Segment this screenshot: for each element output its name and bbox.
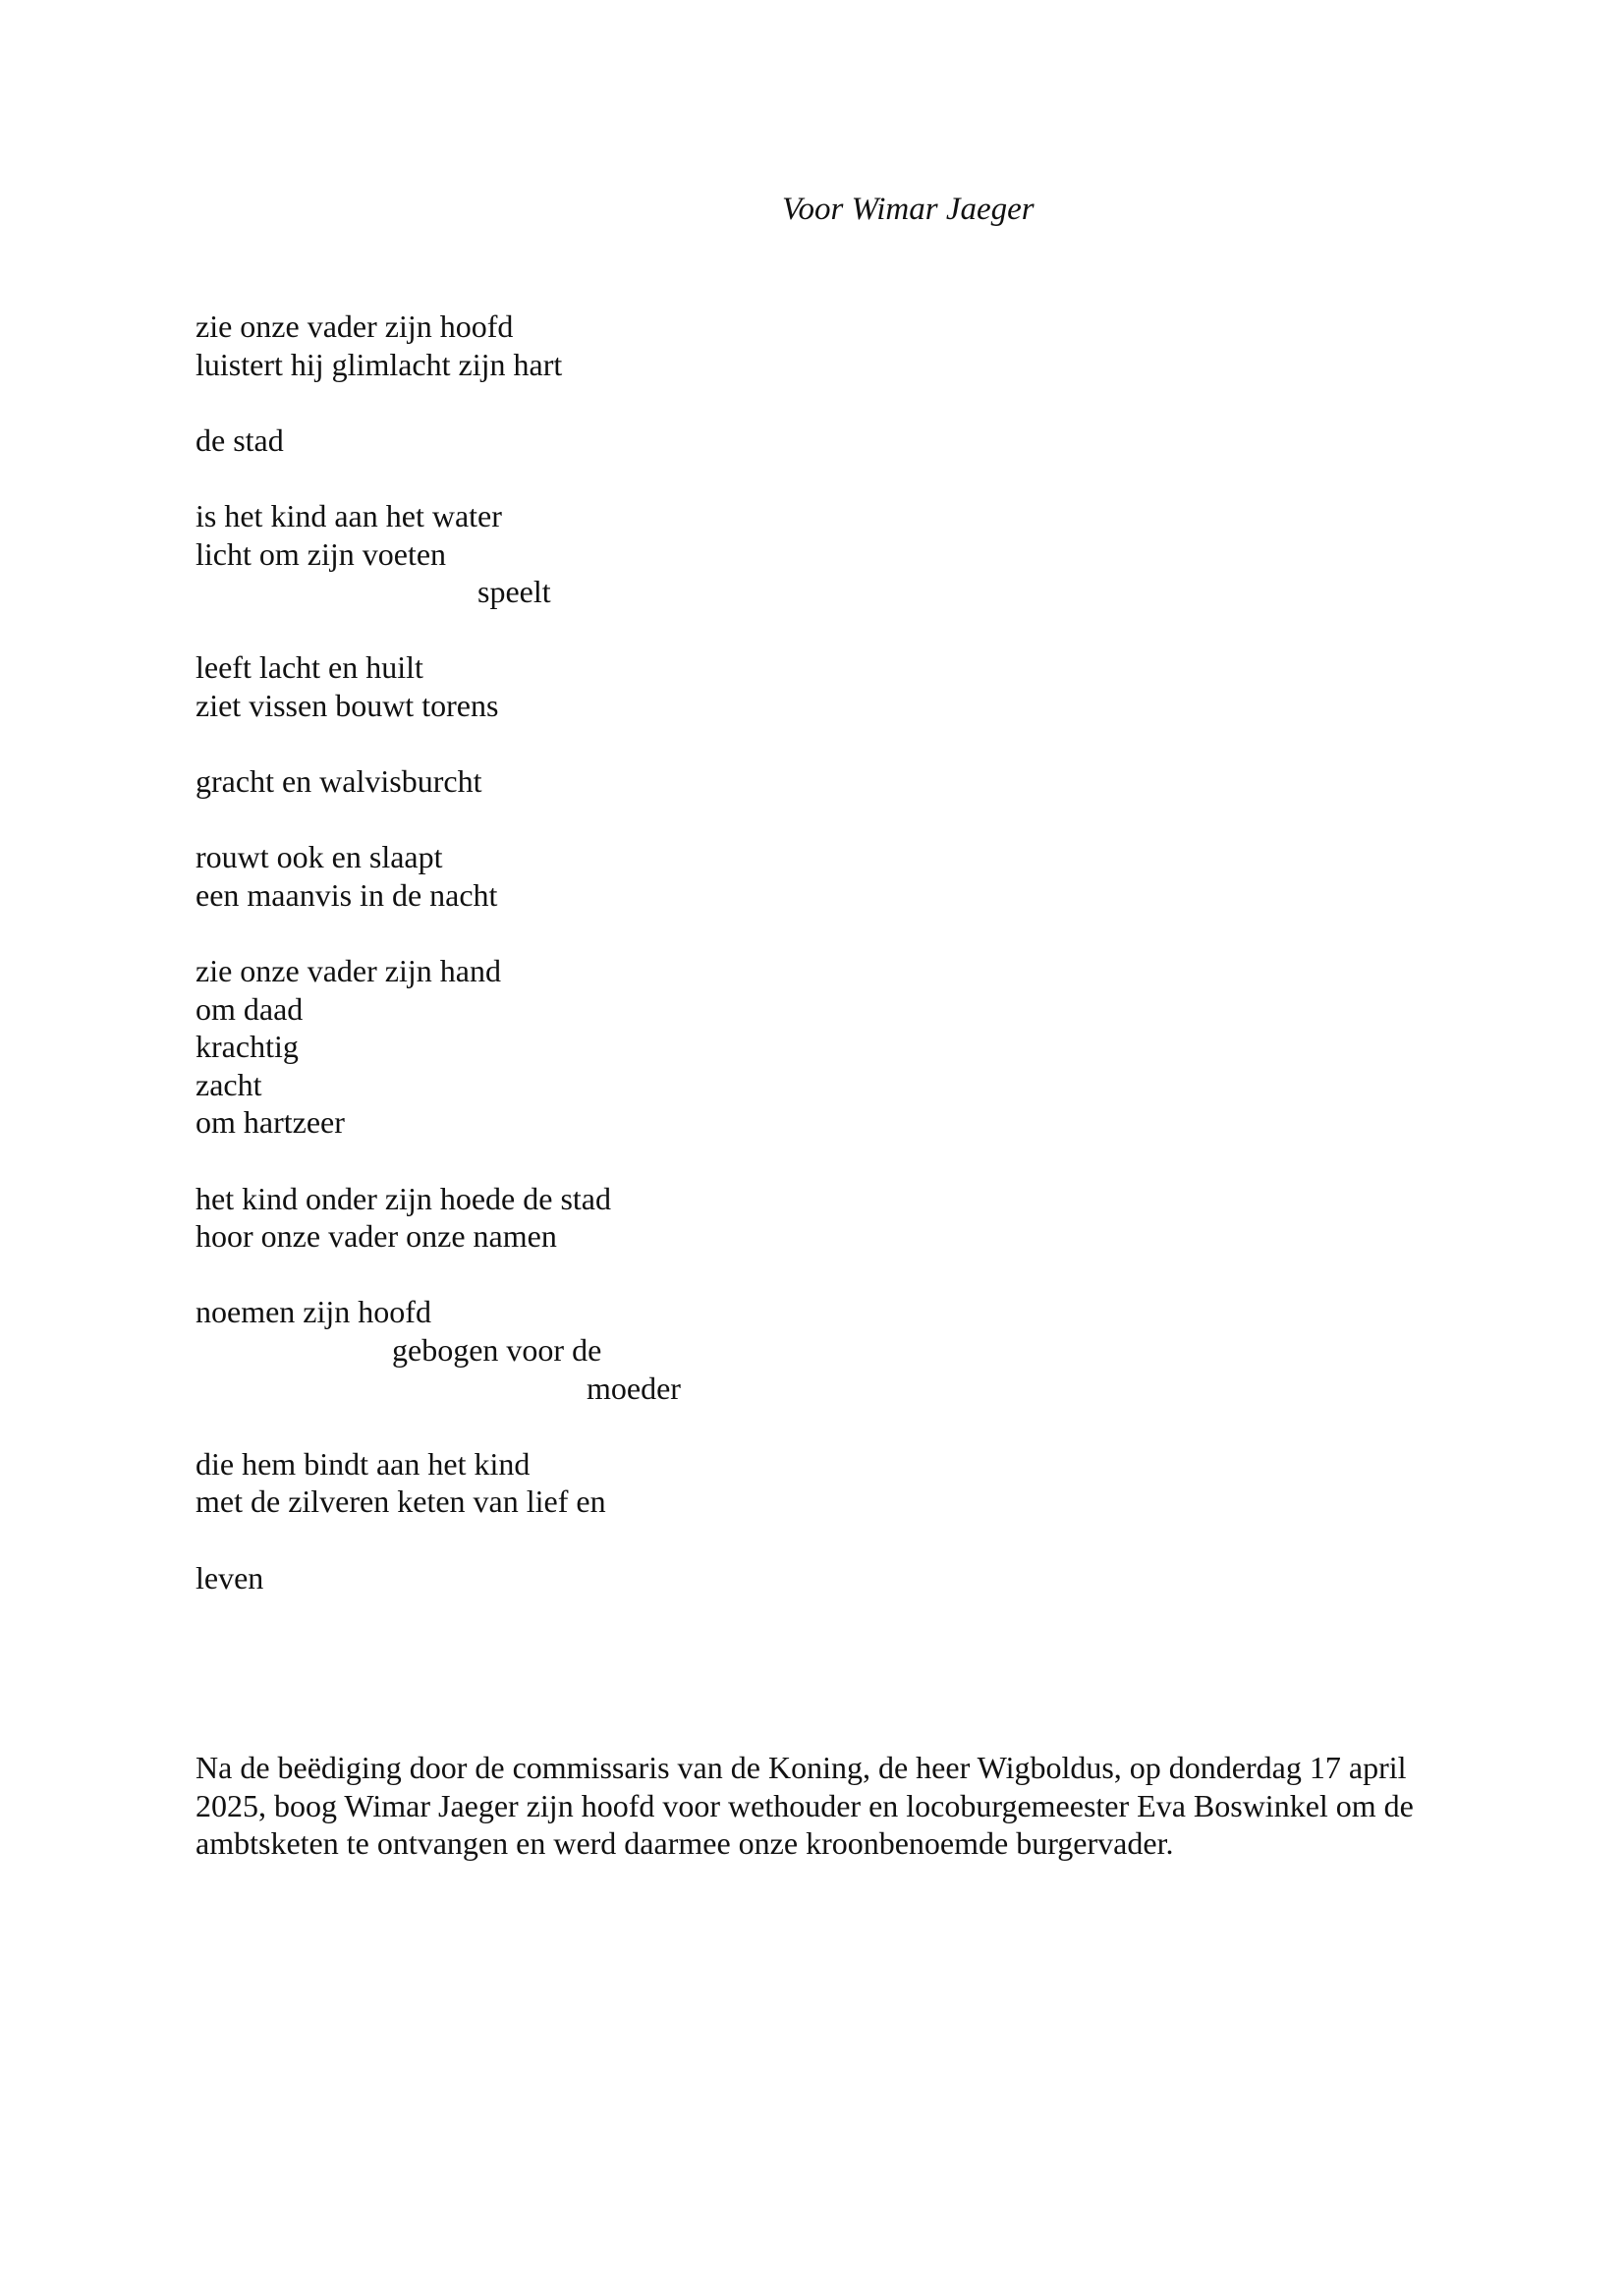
poem	[196, 308, 681, 1635]
poem-stanza	[196, 1445, 681, 1521]
poem-line: met de zilveren keten van lief en	[196, 1483, 606, 1520]
poem-line: de stad	[196, 421, 284, 458]
poem-line: noemen zijn hoofd	[196, 1294, 431, 1330]
poem-stanza	[196, 838, 681, 914]
poem-line: licht om zijn voeten	[196, 535, 447, 572]
poem-line: die hem bindt aan het kind	[196, 1445, 531, 1482]
poem-line: een maanvis in de nacht	[196, 876, 498, 913]
poem-stanza	[196, 952, 681, 1142]
poem-stanza	[196, 648, 681, 724]
dedication-title: Voor Wimar Jaeger	[782, 192, 1035, 227]
poem-line: zie onze vader zijn hand	[196, 953, 501, 989]
poem-line: zie onze vader zijn hoofd	[196, 308, 514, 344]
poem-stanza	[196, 308, 681, 383]
poem-stanza	[196, 421, 681, 460]
poem-line: om daad	[196, 990, 304, 1027]
poem-line-indented: speelt	[477, 574, 551, 610]
poem-line: om hartzeer	[196, 1104, 345, 1141]
poem-line-indented: moeder	[587, 1370, 681, 1406]
poem-line-indented: gebogen voor de	[392, 1332, 602, 1369]
poem-line: is het kind aan het water	[196, 497, 502, 533]
poem-stanza	[196, 1180, 681, 1256]
poem-line: ziet vissen bouwt torens	[196, 687, 499, 723]
poem-line: hoor onze vader onze namen	[196, 1218, 557, 1255]
poem-line: leeft lacht en huilt	[196, 649, 423, 686]
poem-stanza	[196, 1293, 681, 1407]
poem-line: leven	[196, 1559, 264, 1595]
poem-line: gracht en walvisburcht	[196, 763, 482, 800]
poem-stanza	[196, 497, 681, 611]
poem-stanza	[196, 762, 681, 801]
poem-line: rouwt ook en slaapt	[196, 839, 443, 875]
poem-line: krachtig	[196, 1029, 299, 1065]
poem-line: zacht	[196, 1066, 262, 1102]
poem-line: luistert hij glimlacht zijn hart	[196, 346, 563, 382]
poem-stanza	[196, 1559, 681, 1597]
closing-note: Na de beëdiging door de commissaris van de Koning, de heer Wigboldus, op donderdag 17 april 2025, boog Wimar Jaeger zijn hoofd voor wethouder en locoburgemeester Eva Boswinkel om de ambtsketen te ontvangen en werd daarmee onze kroonbenoemde burgervader.	[196, 1750, 1414, 1862]
poem-line: het kind onder zijn hoede de stad	[196, 1180, 611, 1216]
